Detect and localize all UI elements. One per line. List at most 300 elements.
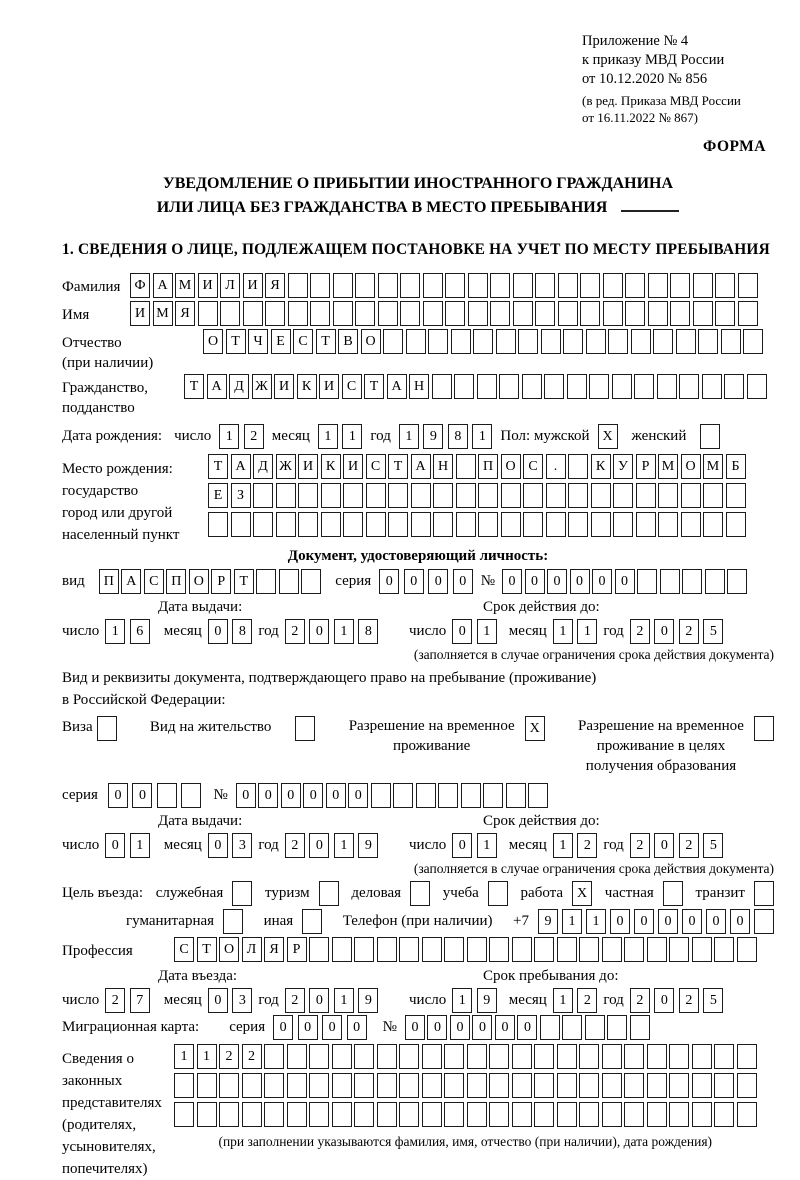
char-cell[interactable] <box>490 301 510 326</box>
char-cell[interactable] <box>467 1102 487 1127</box>
char-cell[interactable] <box>467 1044 487 1069</box>
char-cell[interactable] <box>400 273 420 298</box>
char-cell[interactable]: М <box>153 301 173 326</box>
char-cell[interactable]: М <box>175 273 195 298</box>
char-cell[interactable] <box>557 937 577 962</box>
char-cell[interactable] <box>703 512 723 537</box>
char-cell[interactable]: 0 <box>615 569 635 594</box>
char-cell[interactable] <box>377 1073 397 1098</box>
char-cell[interactable]: И <box>319 374 339 399</box>
char-cell[interactable]: Д <box>253 454 273 479</box>
char-cell[interactable]: 0 <box>236 783 256 808</box>
char-cell[interactable] <box>422 1102 442 1127</box>
char-cell[interactable] <box>468 273 488 298</box>
char-cell[interactable] <box>332 1073 352 1098</box>
char-cell[interactable] <box>714 1073 734 1098</box>
char-cell[interactable]: 0 <box>502 569 522 594</box>
char-cell[interactable] <box>321 512 341 537</box>
char-cell[interactable]: 9 <box>358 833 378 858</box>
char-cell[interactable]: 2 <box>577 833 597 858</box>
char-cell[interactable] <box>478 483 498 508</box>
char-cell[interactable]: 2 <box>219 1044 239 1069</box>
char-cell[interactable]: Т <box>234 569 254 594</box>
char-cell[interactable]: 2 <box>242 1044 262 1069</box>
char-cell[interactable] <box>513 301 533 326</box>
char-cell[interactable]: 7 <box>130 988 150 1013</box>
char-cell[interactable] <box>613 483 633 508</box>
char-cell[interactable]: П <box>478 454 498 479</box>
char-cell[interactable] <box>242 1073 262 1098</box>
char-cell[interactable] <box>393 783 413 808</box>
char-cell[interactable] <box>637 569 657 594</box>
char-cell[interactable]: 5 <box>703 619 723 644</box>
char-cell[interactable]: 0 <box>654 833 674 858</box>
char-cell[interactable] <box>276 483 296 508</box>
char-cell[interactable] <box>444 1073 464 1098</box>
char-cell[interactable] <box>388 512 408 537</box>
char-cell[interactable] <box>477 374 497 399</box>
char-cell[interactable] <box>445 301 465 326</box>
char-cell[interactable]: X <box>598 424 618 449</box>
char-cell[interactable]: 1 <box>334 833 354 858</box>
char-cell[interactable] <box>428 329 448 354</box>
char-cell[interactable] <box>648 273 668 298</box>
char-cell[interactable] <box>676 329 696 354</box>
char-cell[interactable] <box>332 937 352 962</box>
char-cell[interactable] <box>512 1073 532 1098</box>
char-cell[interactable]: 0 <box>453 569 473 594</box>
char-cell[interactable]: 2 <box>679 619 699 644</box>
char-cell[interactable] <box>693 273 713 298</box>
char-cell[interactable] <box>625 273 645 298</box>
char-cell[interactable] <box>534 937 554 962</box>
char-cell[interactable] <box>512 1102 532 1127</box>
char-cell[interactable]: 1 <box>562 909 582 934</box>
char-cell[interactable]: С <box>174 937 194 962</box>
char-cell[interactable] <box>558 273 578 298</box>
char-cell[interactable] <box>589 374 609 399</box>
char-cell[interactable]: Т <box>208 454 228 479</box>
char-cell[interactable] <box>568 483 588 508</box>
char-cell[interactable]: 0 <box>309 988 329 1013</box>
char-cell[interactable] <box>669 937 689 962</box>
char-cell[interactable]: 6 <box>130 619 150 644</box>
char-cell[interactable] <box>174 1073 194 1098</box>
char-cell[interactable] <box>243 301 263 326</box>
char-cell[interactable] <box>591 512 611 537</box>
char-cell[interactable] <box>399 1102 419 1127</box>
char-cell[interactable]: Ж <box>252 374 272 399</box>
char-cell[interactable]: 0 <box>634 909 654 934</box>
char-cell[interactable]: 2 <box>285 833 305 858</box>
char-cell[interactable] <box>157 783 177 808</box>
char-cell[interactable] <box>586 329 606 354</box>
char-cell[interactable] <box>377 1044 397 1069</box>
char-cell[interactable]: 2 <box>679 833 699 858</box>
char-cell[interactable] <box>726 512 746 537</box>
char-cell[interactable]: О <box>219 937 239 962</box>
char-cell[interactable]: И <box>298 454 318 479</box>
char-cell[interactable]: У <box>613 454 633 479</box>
char-cell[interactable] <box>658 483 678 508</box>
char-cell[interactable]: Т <box>197 937 217 962</box>
char-cell[interactable] <box>483 783 503 808</box>
char-cell[interactable] <box>647 1073 667 1098</box>
char-cell[interactable] <box>264 1044 284 1069</box>
char-cell[interactable]: 8 <box>448 424 468 449</box>
char-cell[interactable] <box>579 1102 599 1127</box>
char-cell[interactable] <box>302 909 322 934</box>
char-cell[interactable]: О <box>501 454 521 479</box>
char-cell[interactable]: 0 <box>303 783 323 808</box>
char-cell[interactable] <box>197 1102 217 1127</box>
char-cell[interactable] <box>692 1073 712 1098</box>
char-cell[interactable] <box>602 1044 622 1069</box>
char-cell[interactable] <box>540 1015 560 1040</box>
char-cell[interactable] <box>378 301 398 326</box>
char-cell[interactable] <box>630 1015 650 1040</box>
char-cell[interactable] <box>354 1044 374 1069</box>
char-cell[interactable]: А <box>231 454 251 479</box>
char-cell[interactable]: 0 <box>208 833 228 858</box>
char-cell[interactable]: 1 <box>553 988 573 1013</box>
char-cell[interactable] <box>355 273 375 298</box>
char-cell[interactable]: 0 <box>132 783 152 808</box>
char-cell[interactable] <box>354 937 374 962</box>
char-cell[interactable] <box>591 483 611 508</box>
char-cell[interactable] <box>726 483 746 508</box>
char-cell[interactable] <box>579 1073 599 1098</box>
char-cell[interactable] <box>714 1044 734 1069</box>
char-cell[interactable] <box>97 716 117 741</box>
char-cell[interactable] <box>544 374 564 399</box>
char-cell[interactable] <box>546 483 566 508</box>
char-cell[interactable]: О <box>361 329 381 354</box>
char-cell[interactable]: Я <box>265 273 285 298</box>
char-cell[interactable]: X <box>572 881 592 906</box>
char-cell[interactable] <box>383 329 403 354</box>
char-cell[interactable] <box>737 1102 757 1127</box>
char-cell[interactable]: Ч <box>248 329 268 354</box>
char-cell[interactable] <box>499 374 519 399</box>
char-cell[interactable] <box>343 512 363 537</box>
char-cell[interactable]: 0 <box>379 569 399 594</box>
char-cell[interactable] <box>422 937 442 962</box>
char-cell[interactable] <box>444 937 464 962</box>
char-cell[interactable] <box>496 329 516 354</box>
char-cell[interactable] <box>264 1102 284 1127</box>
char-cell[interactable] <box>332 1102 352 1127</box>
char-cell[interactable] <box>714 937 734 962</box>
char-cell[interactable]: 0 <box>298 1015 318 1040</box>
char-cell[interactable] <box>602 1102 622 1127</box>
char-cell[interactable]: 0 <box>427 1015 447 1040</box>
char-cell[interactable] <box>253 512 273 537</box>
char-cell[interactable] <box>562 1015 582 1040</box>
char-cell[interactable]: О <box>189 569 209 594</box>
char-cell[interactable]: 1 <box>399 424 419 449</box>
char-cell[interactable]: Ж <box>276 454 296 479</box>
char-cell[interactable] <box>288 273 308 298</box>
char-cell[interactable] <box>727 569 747 594</box>
char-cell[interactable] <box>287 1102 307 1127</box>
char-cell[interactable] <box>624 937 644 962</box>
char-cell[interactable] <box>488 881 508 906</box>
char-cell[interactable] <box>737 937 757 962</box>
char-cell[interactable]: 1 <box>477 619 497 644</box>
char-cell[interactable] <box>378 273 398 298</box>
char-cell[interactable]: К <box>321 454 341 479</box>
char-cell[interactable]: 1 <box>477 833 497 858</box>
char-cell[interactable] <box>603 273 623 298</box>
char-cell[interactable] <box>231 512 251 537</box>
char-cell[interactable] <box>681 483 701 508</box>
char-cell[interactable]: Ф <box>130 273 150 298</box>
char-cell[interactable]: М <box>703 454 723 479</box>
char-cell[interactable] <box>489 1073 509 1098</box>
char-cell[interactable]: 0 <box>405 1015 425 1040</box>
char-cell[interactable] <box>490 273 510 298</box>
char-cell[interactable]: Д <box>229 374 249 399</box>
char-cell[interactable] <box>388 483 408 508</box>
char-cell[interactable] <box>624 1073 644 1098</box>
char-cell[interactable]: 9 <box>477 988 497 1013</box>
char-cell[interactable] <box>693 301 713 326</box>
char-cell[interactable] <box>220 301 240 326</box>
char-cell[interactable] <box>647 937 667 962</box>
char-cell[interactable] <box>754 881 774 906</box>
char-cell[interactable]: С <box>293 329 313 354</box>
char-cell[interactable] <box>489 1044 509 1069</box>
char-cell[interactable] <box>432 374 452 399</box>
char-cell[interactable] <box>724 374 744 399</box>
char-cell[interactable]: 9 <box>423 424 443 449</box>
char-cell[interactable]: Я <box>264 937 284 962</box>
char-cell[interactable]: 0 <box>105 833 125 858</box>
char-cell[interactable] <box>546 512 566 537</box>
char-cell[interactable]: 0 <box>347 1015 367 1040</box>
char-cell[interactable]: 0 <box>654 619 674 644</box>
char-cell[interactable]: 3 <box>232 833 252 858</box>
char-cell[interactable] <box>451 329 471 354</box>
char-cell[interactable] <box>557 1102 577 1127</box>
char-cell[interactable] <box>473 329 493 354</box>
char-cell[interactable] <box>279 569 299 594</box>
char-cell[interactable] <box>522 374 542 399</box>
char-cell[interactable]: 2 <box>630 833 650 858</box>
char-cell[interactable] <box>399 937 419 962</box>
char-cell[interactable]: 0 <box>309 619 329 644</box>
char-cell[interactable]: 0 <box>208 988 228 1013</box>
char-cell[interactable] <box>636 512 656 537</box>
char-cell[interactable]: В <box>338 329 358 354</box>
char-cell[interactable] <box>295 716 315 741</box>
char-cell[interactable] <box>253 483 273 508</box>
char-cell[interactable] <box>501 483 521 508</box>
char-cell[interactable] <box>705 569 725 594</box>
char-cell[interactable] <box>276 512 296 537</box>
char-cell[interactable] <box>319 881 339 906</box>
char-cell[interactable] <box>422 1073 442 1098</box>
char-cell[interactable] <box>343 483 363 508</box>
char-cell[interactable]: . <box>546 454 566 479</box>
char-cell[interactable]: Т <box>226 329 246 354</box>
char-cell[interactable]: 1 <box>334 988 354 1013</box>
char-cell[interactable] <box>535 301 555 326</box>
char-cell[interactable] <box>310 301 330 326</box>
char-cell[interactable] <box>738 273 758 298</box>
char-cell[interactable] <box>377 937 397 962</box>
char-cell[interactable] <box>354 1102 374 1127</box>
char-cell[interactable] <box>208 512 228 537</box>
char-cell[interactable]: Т <box>316 329 336 354</box>
char-cell[interactable] <box>223 909 243 934</box>
char-cell[interactable]: 5 <box>703 833 723 858</box>
char-cell[interactable]: 1 <box>472 424 492 449</box>
char-cell[interactable]: 1 <box>553 833 573 858</box>
char-cell[interactable] <box>411 483 431 508</box>
char-cell[interactable]: К <box>297 374 317 399</box>
char-cell[interactable] <box>698 329 718 354</box>
char-cell[interactable]: 2 <box>285 988 305 1013</box>
char-cell[interactable]: 8 <box>232 619 252 644</box>
char-cell[interactable]: И <box>274 374 294 399</box>
char-cell[interactable]: 0 <box>706 909 726 934</box>
char-cell[interactable] <box>512 937 532 962</box>
char-cell[interactable] <box>468 301 488 326</box>
char-cell[interactable] <box>399 1073 419 1098</box>
char-cell[interactable]: З <box>231 483 251 508</box>
char-cell[interactable]: Л <box>242 937 262 962</box>
char-cell[interactable]: П <box>166 569 186 594</box>
char-cell[interactable] <box>333 301 353 326</box>
char-cell[interactable]: 0 <box>452 619 472 644</box>
char-cell[interactable] <box>444 1044 464 1069</box>
char-cell[interactable]: С <box>144 569 164 594</box>
char-cell[interactable] <box>585 1015 605 1040</box>
char-cell[interactable] <box>602 1073 622 1098</box>
char-cell[interactable] <box>489 937 509 962</box>
char-cell[interactable] <box>567 374 587 399</box>
char-cell[interactable] <box>478 512 498 537</box>
char-cell[interactable] <box>321 483 341 508</box>
char-cell[interactable] <box>298 483 318 508</box>
char-cell[interactable] <box>309 937 329 962</box>
char-cell[interactable]: 1 <box>452 988 472 1013</box>
char-cell[interactable] <box>660 569 680 594</box>
char-cell[interactable]: 0 <box>348 783 368 808</box>
char-cell[interactable] <box>702 374 722 399</box>
char-cell[interactable] <box>433 512 453 537</box>
char-cell[interactable]: 0 <box>547 569 567 594</box>
char-cell[interactable] <box>657 374 677 399</box>
char-cell[interactable] <box>174 1102 194 1127</box>
char-cell[interactable] <box>754 716 774 741</box>
char-cell[interactable] <box>333 273 353 298</box>
char-cell[interactable]: 1 <box>105 619 125 644</box>
char-cell[interactable] <box>669 1102 689 1127</box>
char-cell[interactable] <box>563 329 583 354</box>
char-cell[interactable] <box>288 301 308 326</box>
char-cell[interactable] <box>467 937 487 962</box>
char-cell[interactable] <box>541 329 561 354</box>
char-cell[interactable] <box>528 783 548 808</box>
char-cell[interactable]: 0 <box>682 909 702 934</box>
char-cell[interactable] <box>438 783 458 808</box>
char-cell[interactable]: Н <box>409 374 429 399</box>
char-cell[interactable] <box>242 1102 262 1127</box>
char-cell[interactable] <box>535 273 555 298</box>
char-cell[interactable] <box>624 1102 644 1127</box>
char-cell[interactable] <box>256 569 276 594</box>
char-cell[interactable] <box>579 1044 599 1069</box>
char-cell[interactable] <box>501 512 521 537</box>
char-cell[interactable]: 2 <box>105 988 125 1013</box>
char-cell[interactable] <box>647 1044 667 1069</box>
char-cell[interactable]: 0 <box>273 1015 293 1040</box>
char-cell[interactable]: С <box>342 374 362 399</box>
char-cell[interactable] <box>692 1102 712 1127</box>
char-cell[interactable] <box>669 1073 689 1098</box>
char-cell[interactable]: 0 <box>450 1015 470 1040</box>
char-cell[interactable]: 1 <box>577 619 597 644</box>
char-cell[interactable] <box>534 1102 554 1127</box>
char-cell[interactable]: А <box>153 273 173 298</box>
char-cell[interactable] <box>670 301 690 326</box>
char-cell[interactable]: 1 <box>174 1044 194 1069</box>
char-cell[interactable]: 1 <box>130 833 150 858</box>
char-cell[interactable]: 0 <box>428 569 448 594</box>
char-cell[interactable] <box>219 1102 239 1127</box>
char-cell[interactable]: 1 <box>553 619 573 644</box>
char-cell[interactable] <box>743 329 763 354</box>
char-cell[interactable] <box>366 512 386 537</box>
char-cell[interactable] <box>197 1073 217 1098</box>
char-cell[interactable] <box>518 329 538 354</box>
char-cell[interactable] <box>423 301 443 326</box>
char-cell[interactable]: Т <box>184 374 204 399</box>
char-cell[interactable] <box>355 301 375 326</box>
char-cell[interactable] <box>603 301 623 326</box>
char-cell[interactable] <box>461 783 481 808</box>
char-cell[interactable] <box>636 483 656 508</box>
char-cell[interactable] <box>310 273 330 298</box>
char-cell[interactable] <box>703 483 723 508</box>
char-cell[interactable] <box>647 1102 667 1127</box>
char-cell[interactable]: 1 <box>334 619 354 644</box>
char-cell[interactable]: 0 <box>730 909 750 934</box>
char-cell[interactable] <box>737 1044 757 1069</box>
char-cell[interactable] <box>513 273 533 298</box>
char-cell[interactable]: 0 <box>525 569 545 594</box>
char-cell[interactable] <box>467 1073 487 1098</box>
char-cell[interactable]: 1 <box>342 424 362 449</box>
char-cell[interactable]: А <box>387 374 407 399</box>
char-cell[interactable]: С <box>366 454 386 479</box>
char-cell[interactable] <box>579 937 599 962</box>
char-cell[interactable] <box>658 512 678 537</box>
char-cell[interactable] <box>410 881 430 906</box>
char-cell[interactable] <box>648 301 668 326</box>
char-cell[interactable] <box>738 301 758 326</box>
char-cell[interactable]: 1 <box>586 909 606 934</box>
char-cell[interactable]: 8 <box>358 619 378 644</box>
char-cell[interactable] <box>309 1073 329 1098</box>
char-cell[interactable] <box>625 301 645 326</box>
char-cell[interactable] <box>445 273 465 298</box>
char-cell[interactable] <box>219 1073 239 1098</box>
char-cell[interactable] <box>406 329 426 354</box>
